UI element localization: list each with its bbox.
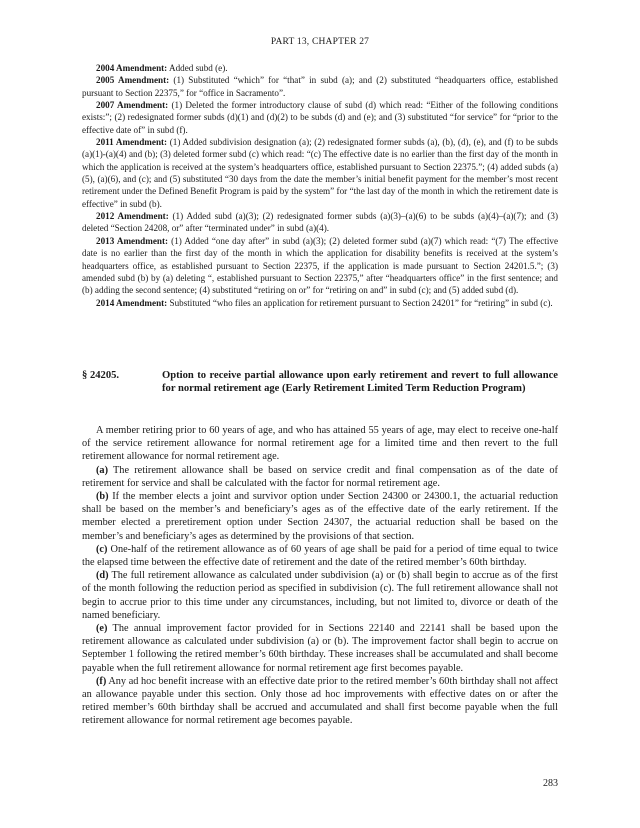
subdivision — [82, 464, 558, 490]
amendment-text: (1) Added “one day after” in subd (a)(3); (2) deleted former subd (a)(7) which read: “(7) The effective date is no earlier than the first day of the month in which the application for disability benefits is received at the system’s headquarters office, as established pursuant to Section 22375, if the application is made pursuant to Section 24201.5.”; (3) amended subd (b) by (a) deleting “, established pursuant to Section 22375,” after “headquarters office” in the first sentence; and (b) adding the second sentence; (4) substituted “retiring on or” for “retiring on and” in subd (c); and (5) added subd (d). — [82, 235, 558, 296]
subdivision — [82, 622, 558, 675]
section-number: § 24205. — [82, 370, 120, 381]
subdivision — [82, 543, 558, 569]
amendment-note — [82, 210, 558, 235]
subdivision-label: (d) — [96, 570, 109, 582]
amendment-text: Substituted “who files an application for retirement pursuant to Section 24201” for “retiring” in subd (c). — [167, 297, 553, 308]
page-number: 283 — [543, 778, 558, 789]
amendment-text: (1) Substituted “which” for “that” in subd (a); and (2) substituted “headquarters office, established pursuant to Section 22375,” for “office in Sacramento”. — [82, 75, 558, 98]
subdivision-text: The annual improvement factor provided for in Sections 22140 and 22141 shall be based upon the retirement allowance as calculated under subdivision (a) or (b). The improvement factor shall begin to accrue on September 1 following the retired member’s 60th birthday. These increases shall be accumulated and shall become payable when the full retirement allowance for normal retirement age first becomes payable. — [82, 623, 558, 674]
subdivision-text: One-half of the retirement allowance as of 60 years of age shall be paid for a period of time equal to twice the elapsed time between the effective date of retirement and the date of the retired member’s 60th birthday. — [82, 543, 558, 569]
subdivision-text: The full retirement allowance as calculated under subdivision (a) or (b) shall begin to accrue as of the first of the month following the reduction period as specified in subdivision (c). The full retirement allowance shall not begin to accrue prior to this time under any circumstances, including, but not limited to, divorce or death of the named beneficiary. — [82, 570, 558, 621]
amendment-label: 2005 Amendment: — [96, 75, 170, 86]
amendment-label: 2007 Amendment: — [96, 100, 169, 111]
subdivision — [82, 675, 558, 728]
amendment-note — [82, 297, 558, 309]
subdivision-label: (f) — [96, 675, 107, 687]
amendment-text: Added subd (e). — [167, 63, 228, 73]
amendment-label: 2011 Amendment: — [96, 137, 168, 148]
subdivision — [82, 490, 558, 543]
amendment-label: 2013 Amendment: — [96, 235, 169, 246]
amendment-text: (1) Added subd (a)(3); (2) redesignated former subds (a)(3)–(a)(6) to be subds (a)(4)–(a)(7); and (3) deleted “Section 24208, or” after “terminated under” in subd (a)(4). — [82, 211, 558, 234]
amendment-label: 2004 Amendment: — [96, 63, 168, 73]
running-head: PART 13, CHAPTER 27 — [270, 37, 370, 47]
amendment-text: (1) Added subdivision designation (a); (2) redesignated former subds (a), (b), (d), (e), and (f) to be subds (a)(1)-(a)(4) and (b); (3) deleted former subd (c) which read: “(c) The effective date is no earlier than the first day of the month in which the application is received at the system’s headquarters office, established pursuant to Section 22375.”; (4) added subds (a)(5), (a)(6), and (c); and (5) substituted “30 days from the date the member’s initial benefit payment for the member’s most recent retirement under the Defined Benefit Program is paid by the system” for “the last day of the month in which the retirement date is effective” in subd (b). — [82, 137, 558, 209]
amendment-text: (1) Deleted the former introductory clause of subd (d) which read: “Either of the following conditions exists:”; (2) redesignated former subds (d)(1) and (d)(2) to be subds (d) and (e); and (3) substituted “for service” for “prior to the effective date of” in subd (f). — [82, 100, 558, 135]
subdivision — [82, 569, 558, 622]
amendment-note — [82, 235, 558, 297]
section-body — [82, 424, 558, 728]
amendment-note — [82, 99, 558, 136]
section-heading — [82, 369, 558, 395]
section-intro: A member retiring prior to 60 years of age, and who has attained 55 years of age, may elect to receive one-half of the service retirement allowance for normal retirement age for a limited time and then revert to the full retirement allowance for normal retirement age. — [82, 425, 558, 463]
amendment-label: 2014 Amendment: — [96, 297, 168, 308]
subdivision-label: (b) — [96, 491, 109, 503]
amendment-label: 2012 Amendment: — [96, 211, 169, 222]
subdivision-text: The retirement allowance shall be based on service credit and final compensation as of the date of retirement for service and shall be calculated with the factor for normal retirement age. — [82, 464, 558, 489]
amendment-note — [82, 136, 558, 210]
subdivision-label: (e) — [96, 623, 108, 635]
section-title: Option to receive partial allowance upon early retirement and revert to full allowance for normal retirement age (Early Retirement Limited Term Reduction Program) — [162, 370, 558, 395]
amendment-note — [82, 62, 558, 74]
subdivision-label: (a) — [96, 464, 109, 476]
subdivision-label: (c) — [96, 543, 108, 555]
amendment-notes — [82, 62, 558, 309]
amendment-note — [82, 74, 558, 99]
subdivision-text: Any ad hoc benefit increase with an effective date prior to the retired member’s 60th birthday shall not affect an allowance payable under this section. Only those ad hoc improvements with effective dates on or after the retired member’s 60th birthday shall be accrued and accumulated and shall first become payable when the full retirement allowance for normal retirement age becomes payable. — [82, 675, 558, 727]
subdivision-text: If the member elects a joint and survivor option under Section 24300 or 24300.1, the actuarial reduction shall be based on the member’s and beneficiary’s ages as of the effective date of the early retirement. If the member elected a preretirement option under Section 24307, the actuarial reduction shall be based on the member’s and beneficiary’s ages as determined by the provisions of that section. — [82, 491, 558, 542]
